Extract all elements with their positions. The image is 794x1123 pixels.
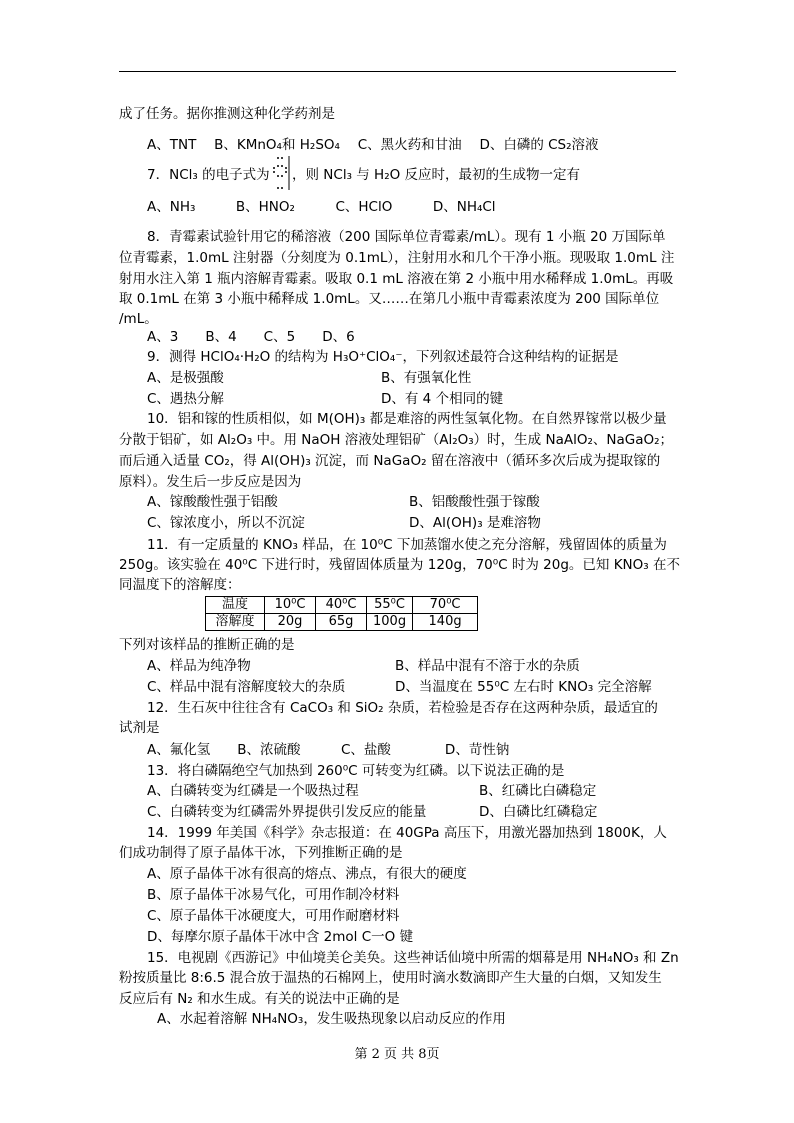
option-d: D、有 4 个相同的键 <box>381 391 504 407</box>
table-cell: 40⁰C <box>316 597 367 614</box>
table-cell: 70⁰C <box>413 597 478 614</box>
option-line: A、氟化氢 B、浓硫酸 C、盐酸 D、苛性钠 <box>147 742 510 758</box>
text-line: 反应后有 N₂ 和水生成。有关的说法中正确的是 <box>119 991 400 1007</box>
text-line: 粉按质量比 8:6.5 混合放于温热的石棉网上，使用时滴水数滴即产生大量的白烟，又知发生 <box>119 970 662 986</box>
question-13: 13．将白磷隔绝空气加热到 260⁰C 可转变为红磷。以下说法正确的是 <box>147 763 565 779</box>
question-15: 15．电视剧《西游记》中仙境美仑美奂。这些神话仙境中所需的烟幕是用 NH₄NO₃ 和 Zn <box>147 950 679 966</box>
question-7-part2: ，则 NCl₃ 与 H₂O 反应时，最初的生成物一定有 <box>292 167 581 183</box>
option-line: A、NH₃ B、HNO₂ C、HClO D、NH₄Cl <box>147 199 496 215</box>
page-footer: 第 2 页 共 8页 <box>354 1047 440 1062</box>
text-line: 们成功制得了原子晶体干冰，下列推断正确的是 <box>119 845 403 861</box>
text-line: 射用水注入第 1 瓶内溶解青霉素。吸取 0.1 mL 溶液在第 2 小瓶中用水稀释成 1.0mL。再吸 <box>119 271 674 287</box>
option-a: A、白磷转变为红磷是一个吸热过程 <box>147 783 359 799</box>
option-line: A、TNT B、KMnO₄和 H₂SO₄ C、黑火药和甘油 D、白磷的 CS₂溶液 <box>147 137 599 153</box>
table-cell: 140g <box>413 614 478 631</box>
table-cell: 温度 <box>206 597 265 614</box>
option-b: B、样品中混有不溶于水的杂质 <box>395 658 580 674</box>
text-line: 位青霉素，1.0mL 注射器（分刻度为 0.1mL），注射用水和几个干净小瓶。现吸取 1.0mL 注 <box>119 250 675 266</box>
option-d: D、当温度在 55⁰C 左右时 KNO₃ 完全溶解 <box>395 679 652 695</box>
text-line: 试剂是 <box>119 720 160 736</box>
question-8: 8．青霉素试验针用它的稀溶液（200 国际单位青霉素/mL）。现有 1 小瓶 20 万国际单 <box>147 229 666 245</box>
option-a: A、水起着溶解 NH₄NO₃，发生吸热现象以启动反应的作用 <box>157 1011 506 1027</box>
option-c: C、白磷转变为红磷需外界提供引发反应的能量 <box>147 804 427 820</box>
option-c: C、镓浓度小，所以不沉淀 <box>147 515 305 531</box>
option-d: D、Al(OH)₃ 是难溶物 <box>409 515 541 531</box>
table-row <box>206 597 478 614</box>
text-line: 原料）。发生后一步反应是因为 <box>119 474 302 490</box>
question-7-part1: 7．NCl₃ 的电子式为 <box>147 167 270 183</box>
option-b: B、有强氧化性 <box>381 370 472 386</box>
text-line: 同温度下的溶解度： <box>119 577 241 593</box>
table-cell: 55⁰C <box>367 597 413 614</box>
option-a: A、原子晶体干冰有很高的熔点、沸点，有很大的硬度 <box>147 866 467 882</box>
text-line: 下列对该样品的推断正确的是 <box>119 637 295 653</box>
option-d: D、白磷比红磷稳定 <box>479 804 598 820</box>
table-cell: 65g <box>316 614 367 631</box>
option-a: A、样品为纯净物 <box>147 658 251 674</box>
option-b: B、原子晶体干冰易气化，可用作制冷材料 <box>147 887 400 903</box>
table-cell: 20g <box>265 614 316 631</box>
option-c: C、样品中混有溶解度较大的杂质 <box>147 679 346 695</box>
question-9: 9．测得 HClO₄·H₂O 的结构为 H₃O⁺ClO₄⁻，下列叙述最符合这种结构的证据是 <box>147 349 619 365</box>
option-line: A、3 B、4 C、5 D、6 <box>147 329 355 345</box>
text-line: 取 0.1mL 在第 3 小瓶中稀释成 1.0mL。又……在第几小瓶中青霉素浓度为 200 国际单位 <box>119 291 660 307</box>
table-cell: 溶解度 <box>206 614 265 631</box>
option-a: A、镓酸酸性强于铝酸 <box>147 494 278 510</box>
text-line: 250g。该实验在 40⁰C 下进行时，残留固体质量为 120g，70⁰C 时为 20g。已知 KNO₃ 在不 <box>119 557 680 573</box>
table-cell: 10⁰C <box>265 597 316 614</box>
question-12: 12．生石灰中往往含有 CaCO₃ 和 SiO₂ 杂质，若检验是否存在这两种杂质，最适宜的 <box>147 700 658 716</box>
option-c: C、原子晶体干冰硬度大，可用作耐磨材料 <box>147 908 400 924</box>
question-14: 14．1999 年美国《科学》杂志报道：在 40GPa 高压下，用激光器加热到 1800K，人 <box>147 825 667 841</box>
option-b: B、红磷比白磷稳定 <box>479 783 597 799</box>
question-11: 11．有一定质量的 KNO₃ 样品，在 10⁰C 下加蒸馏水使之充分溶解，残留固体的质量为 <box>147 537 667 553</box>
table-cell: 100g <box>367 614 413 631</box>
solubility-table <box>205 596 478 631</box>
text-line: /mL。 <box>119 311 158 327</box>
text-line: 而后通入适量 CO₂，得 Al(OH)₃ 沉淀，而 NaGaO₂ 留在溶液中（循环多次后成为提取镓的 <box>119 453 661 469</box>
option-d: D、每摩尔原子晶体干冰中含 2mol C一O 键 <box>147 929 414 945</box>
question-10: 10．铝和镓的性质相似，如 M(OH)₃ 都是难溶的两性氢氧化物。在自然界镓常以极少量 <box>147 411 667 427</box>
option-a: A、是极强酸 <box>147 370 224 386</box>
electron-dot-formula <box>270 155 290 191</box>
text-line: 分散于铝矿，如 Al₂O₃ 中。用 NaOH 溶液处理铝矿（Al₂O₃）时，生成 NaAlO₂、NaGaO₂； <box>119 432 674 448</box>
option-b: B、铝酸酸性强于镓酸 <box>409 494 540 510</box>
header-rule <box>119 71 676 72</box>
table-row <box>206 614 478 631</box>
text-line: 成了任务。据你推测这种化学药剂是 <box>119 106 335 122</box>
option-c: C、遇热分解 <box>147 391 224 407</box>
